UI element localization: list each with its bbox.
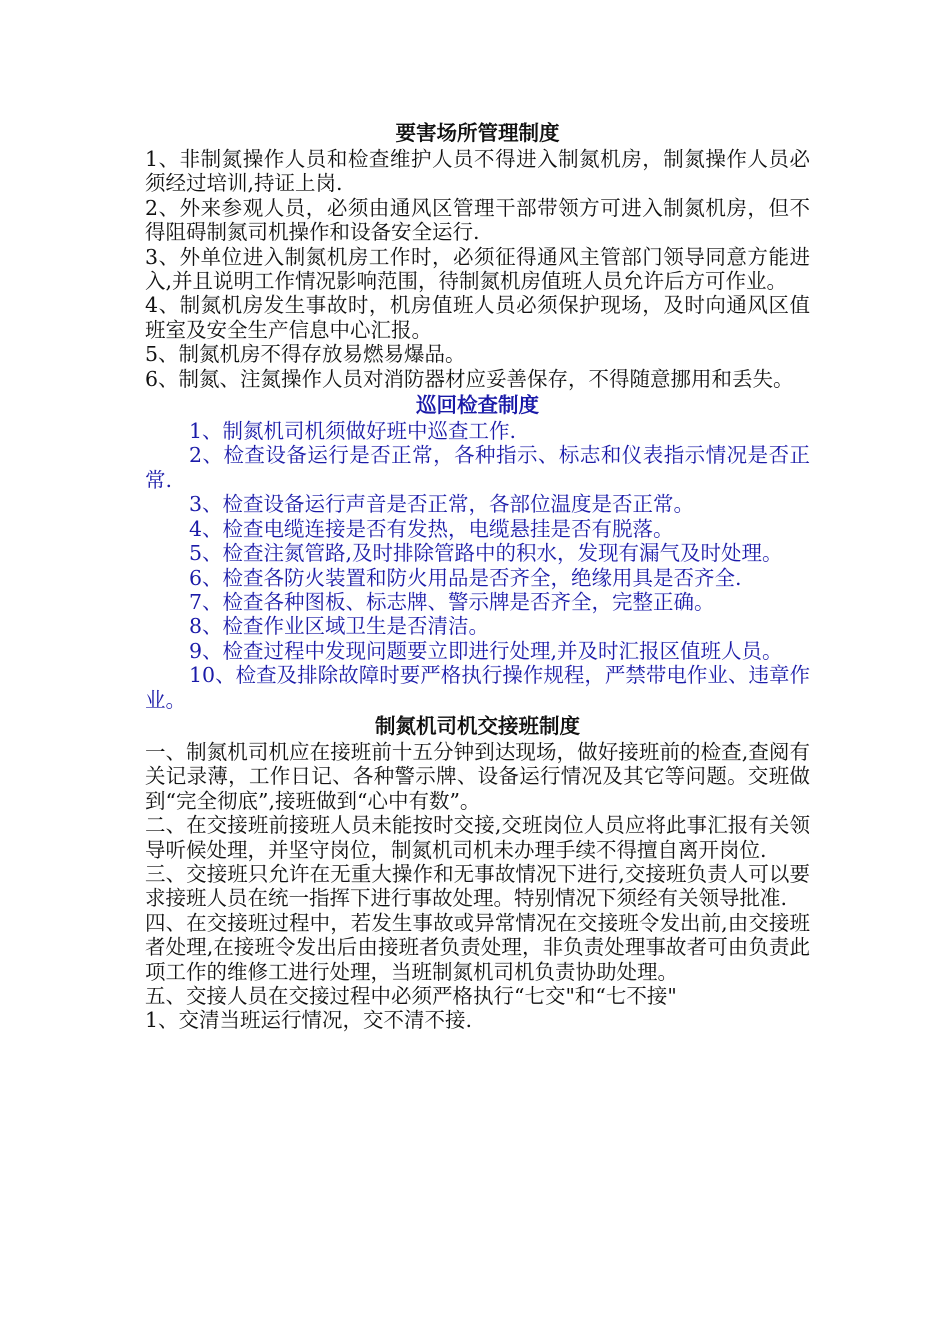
section-shift-handover — [145, 712, 810, 1033]
section-patrol-inspection — [145, 391, 810, 712]
paragraph: 1、制氮机司机须做好班中巡查工作. — [189, 419, 517, 444]
paragraph: 五、交接人员在交接过程中必须严格执行“七交"和“七不接" — [145, 984, 677, 1008]
section-key-areas — [145, 119, 810, 391]
paragraph: 7、检查各种图板、标志牌、警示牌是否齐全，完整正确。 — [189, 589, 715, 614]
paragraph: 4、检查电缆连接是否有发热，电缆悬挂是否有脱落。 — [189, 516, 674, 541]
paragraph: 9、检查过程中发现问题要立即进行处理,并及时汇报区值班人员。 — [189, 638, 783, 663]
paragraph: 4、制氮机房发生事故时，机房值班人员必须保护现场，及时向通风区值班室及安全生产信息中心汇报。 — [145, 293, 810, 342]
paragraph: 二、在交接班前接班人员未能按时交接,交班岗位人员应将此事汇报有关领导听候处理，并坚守岗位，制氮机司机未办理手续不得擅自离开岗位. — [145, 813, 810, 862]
paragraph: 1、交清当班运行情况，交不清不接. — [145, 1008, 473, 1033]
paragraph: 1、非制氮操作人员和检查维护人员不得进入制氮机房，制氮操作人员必须经过培训,持证上岗. — [145, 147, 810, 196]
paragraph: 3、外单位进入制氮机房工作时，必须征得通风主管部门领导同意方能进入,并且说明工作情况影响范围，待制氮机房值班人员允许后方可作业。 — [145, 244, 810, 294]
paragraph: 2、外来参观人员，必须由通风区管理干部带领方可进入制氮机房，但不得阻碍制氮司机操作和设备安全运行. — [145, 195, 810, 245]
paragraph: 5、检查注氮管路,及时排除管路中的积水，发现有漏气及时处理。 — [189, 541, 783, 566]
section-title: 要害场所管理制度 — [395, 121, 560, 145]
document-page — [145, 119, 810, 1033]
paragraph: 四、在交接班过程中，若发生事故或异常情况在交接班令发出前,由交接班者处理,在接班令发出后由接班者负责处理，非负责处理事故者可由负责此项工作的维修工进行处理，当班制氮机司机负责协助处理。 — [145, 910, 810, 984]
section-title: 巡回检查制度 — [416, 393, 539, 418]
section-title: 制氮机司机交接班制度 — [375, 713, 580, 738]
paragraph: 6、制氮、注氮操作人员对消防器材应妥善保存，不得随意挪用和丢失。 — [145, 366, 794, 391]
paragraph: 6、检查各防火装置和防火用品是否齐全，绝缘用具是否齐全. — [189, 565, 742, 590]
paragraph: 8、检查作业区域卫生是否清洁。 — [189, 614, 490, 639]
paragraph: 2、检查设备运行是否正常，各种指示、标志和仪表指示情况是否正常. — [145, 443, 810, 492]
paragraph: 5、制氮机房不得存放易燃易爆品。 — [145, 342, 466, 367]
paragraph: 三、交接班只允许在无重大操作和无事故情况下进行,交接班负责人可以要求接班人员在统一指挥下进行事故处理。特别情况下须经有关领导批准. — [145, 861, 810, 911]
paragraph: 10、检查及排除故障时要严格执行操作规程，严禁带电作业、违章作业。 — [145, 663, 810, 712]
paragraph: 3、检查设备运行声音是否正常，各部位温度是否正常。 — [189, 492, 695, 517]
paragraph: 一、制氮机司机应在接班前十五分钟到达现场，做好接班前的检查,查阅有关记录薄，工作日记、各种警示牌、设备运行情况及其它等问题。交班做到“完全彻底”,接班做到“心中有数”。 — [145, 739, 810, 813]
